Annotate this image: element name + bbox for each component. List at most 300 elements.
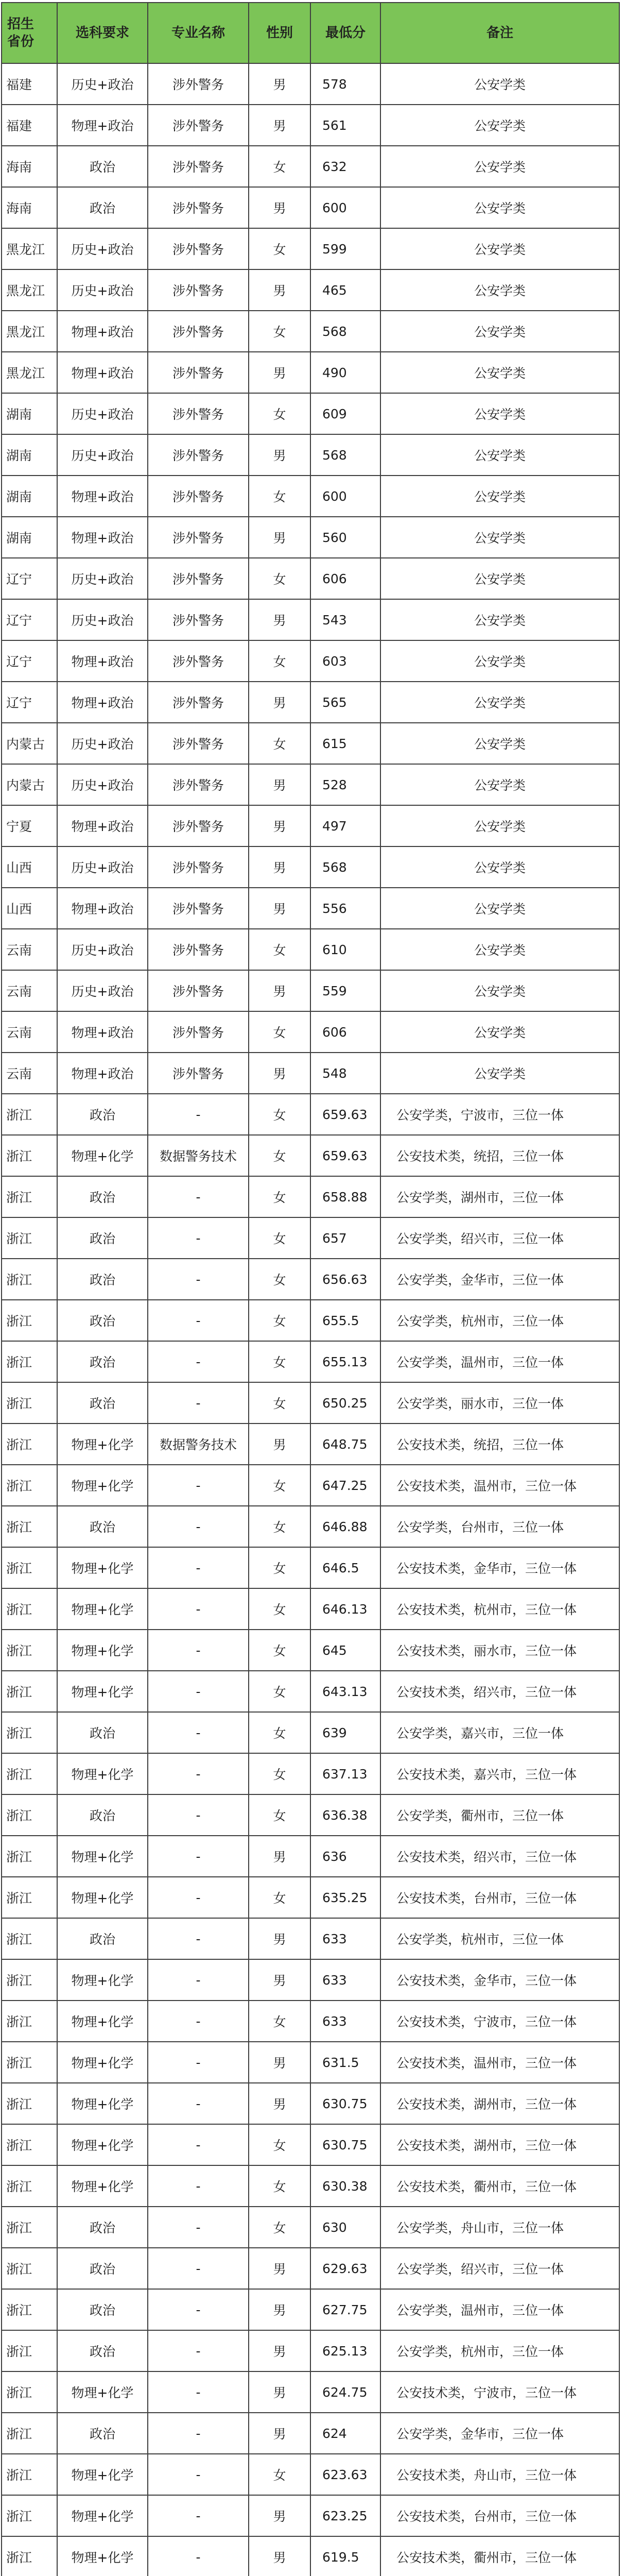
cell-major: - <box>148 2454 249 2495</box>
table-row <box>2 1588 619 1630</box>
cell-subjects: 政治 <box>57 1382 148 1423</box>
cell-gender: 女 <box>249 1671 310 1712</box>
cell-province: 浙江 <box>2 1836 57 1877</box>
cell-province: 湖南 <box>2 393 57 434</box>
table-row <box>2 2207 619 2248</box>
cell-province: 辽宁 <box>2 682 57 723</box>
table-row <box>2 2413 619 2454</box>
cell-major: - <box>148 2083 249 2124</box>
cell-gender: 男 <box>249 846 310 888</box>
cell-remarks: 公安技术类，金华市，三位一体 <box>380 1959 619 2001</box>
cell-remarks: 公安学类，台州市，三位一体 <box>380 1506 619 1547</box>
cell-gender: 女 <box>249 228 310 269</box>
cell-gender: 男 <box>249 599 310 640</box>
header-gender: 性别 <box>249 3 310 63</box>
table-row <box>2 228 619 269</box>
cell-min-score: 556 <box>310 888 380 929</box>
cell-major: - <box>148 1630 249 1671</box>
header-remarks: 备注 <box>380 3 619 63</box>
cell-province: 辽宁 <box>2 558 57 599</box>
cell-subjects: 历史+政治 <box>57 599 148 640</box>
cell-subjects: 政治 <box>57 1918 148 1959</box>
cell-min-score: 600 <box>310 476 380 517</box>
cell-min-score: 490 <box>310 352 380 393</box>
cell-remarks: 公安学类 <box>380 723 619 764</box>
cell-remarks: 公安技术类，嘉兴市，三位一体 <box>380 1753 619 1794</box>
cell-province: 内蒙古 <box>2 764 57 805</box>
cell-min-score: 631.5 <box>310 2042 380 2083</box>
cell-remarks: 公安学类 <box>380 476 619 517</box>
table-row <box>2 1794 619 1836</box>
cell-province: 云南 <box>2 1011 57 1053</box>
cell-remarks: 公安技术类，台州市，三位一体 <box>380 1877 619 1918</box>
cell-remarks: 公安技术类，衢州市，三位一体 <box>380 2165 619 2207</box>
cell-remarks: 公安学类 <box>380 1053 619 1094</box>
cell-gender: 男 <box>249 1053 310 1094</box>
cell-min-score: 629.63 <box>310 2248 380 2289</box>
cell-gender: 男 <box>249 2495 310 2536</box>
table-row <box>2 805 619 846</box>
cell-major: - <box>148 1094 249 1135</box>
table-row <box>2 2289 619 2330</box>
cell-remarks: 公安学类 <box>380 434 619 476</box>
cell-province: 浙江 <box>2 2289 57 2330</box>
cell-gender: 女 <box>249 2207 310 2248</box>
cell-subjects: 政治 <box>57 1217 148 1259</box>
table-row <box>2 2001 619 2042</box>
cell-major: 涉外警务 <box>148 517 249 558</box>
cell-subjects: 历史+政治 <box>57 269 148 311</box>
cell-province: 浙江 <box>2 2042 57 2083</box>
cell-province: 湖南 <box>2 476 57 517</box>
cell-remarks: 公安技术类，衢州市，三位一体 <box>380 2536 619 2576</box>
cell-gender: 男 <box>249 269 310 311</box>
cell-gender: 女 <box>249 1877 310 1918</box>
header-province <box>2 3 57 63</box>
cell-gender: 女 <box>249 1011 310 1053</box>
cell-gender: 女 <box>249 1176 310 1217</box>
cell-min-score: 497 <box>310 805 380 846</box>
cell-remarks: 公安学类 <box>380 805 619 846</box>
cell-major: 涉外警务 <box>148 599 249 640</box>
cell-province: 浙江 <box>2 1094 57 1135</box>
cell-remarks: 公安学类，宁波市，三位一体 <box>380 1094 619 1135</box>
cell-major: 涉外警务 <box>148 805 249 846</box>
cell-gender: 女 <box>249 2001 310 2042</box>
cell-min-score: 646.5 <box>310 1547 380 1588</box>
cell-major: - <box>148 2124 249 2165</box>
cell-province: 黑龙江 <box>2 228 57 269</box>
cell-min-score: 560 <box>310 517 380 558</box>
cell-gender: 女 <box>249 1547 310 1588</box>
cell-remarks: 公安学类，杭州市，三位一体 <box>380 1300 619 1341</box>
cell-major: - <box>148 1712 249 1753</box>
cell-major: - <box>148 2330 249 2371</box>
cell-remarks: 公安学类，温州市，三位一体 <box>380 1341 619 1382</box>
cell-major: 涉外警务 <box>148 187 249 228</box>
cell-remarks: 公安学类 <box>380 187 619 228</box>
table-row <box>2 2165 619 2207</box>
cell-subjects: 物理+政治 <box>57 311 148 352</box>
table-row <box>2 846 619 888</box>
cell-subjects: 政治 <box>57 1506 148 1547</box>
cell-major: 涉外警务 <box>148 63 249 105</box>
table-row <box>2 640 619 682</box>
cell-subjects: 物理+政治 <box>57 640 148 682</box>
cell-min-score: 630.75 <box>310 2083 380 2124</box>
table-row <box>2 1011 619 1053</box>
table-row <box>2 105 619 146</box>
cell-remarks: 公安学类，绍兴市，三位一体 <box>380 2248 619 2289</box>
cell-gender: 女 <box>249 1465 310 1506</box>
table-row <box>2 1836 619 1877</box>
table-row <box>2 1630 619 1671</box>
cell-province: 浙江 <box>2 2371 57 2413</box>
cell-min-score: 647.25 <box>310 1465 380 1506</box>
table-row <box>2 1547 619 1588</box>
cell-min-score: 630.75 <box>310 2124 380 2165</box>
cell-major: 涉外警务 <box>148 311 249 352</box>
table-row <box>2 1877 619 1918</box>
cell-min-score: 632 <box>310 146 380 187</box>
cell-subjects: 物理+化学 <box>57 1423 148 1465</box>
cell-major: 涉外警务 <box>148 846 249 888</box>
cell-province: 云南 <box>2 970 57 1011</box>
cell-major: - <box>148 1341 249 1382</box>
cell-province: 浙江 <box>2 1877 57 1918</box>
cell-province: 山西 <box>2 846 57 888</box>
table-row <box>2 269 619 311</box>
cell-remarks: 公安学类 <box>380 846 619 888</box>
cell-gender: 女 <box>249 2165 310 2207</box>
cell-remarks: 公安学类，绍兴市，三位一体 <box>380 1217 619 1259</box>
cell-major: 涉外警务 <box>148 352 249 393</box>
cell-subjects: 物理+政治 <box>57 805 148 846</box>
cell-min-score: 659.63 <box>310 1094 380 1135</box>
cell-remarks: 公安学类 <box>380 970 619 1011</box>
cell-province: 浙江 <box>2 2454 57 2495</box>
header-province-line2: 省份 <box>7 34 34 49</box>
cell-province: 浙江 <box>2 1547 57 1588</box>
table-row <box>2 888 619 929</box>
cell-min-score: 543 <box>310 599 380 640</box>
cell-remarks: 公安技术类，丽水市，三位一体 <box>380 1630 619 1671</box>
cell-major: - <box>148 1836 249 1877</box>
cell-min-score: 619.5 <box>310 2536 380 2576</box>
cell-remarks: 公安学类 <box>380 146 619 187</box>
cell-major: - <box>148 1176 249 1217</box>
table-row <box>2 2248 619 2289</box>
cell-remarks: 公安技术类，舟山市，三位一体 <box>380 2454 619 2495</box>
cell-subjects: 物理+化学 <box>57 1547 148 1588</box>
cell-remarks: 公安学类 <box>380 599 619 640</box>
cell-major: 涉外警务 <box>148 888 249 929</box>
admission-score-table-container <box>1 0 619 2576</box>
cell-subjects: 政治 <box>57 2207 148 2248</box>
header-subjects: 选科要求 <box>57 3 148 63</box>
table-row <box>2 1259 619 1300</box>
cell-min-score: 559 <box>310 970 380 1011</box>
cell-gender: 女 <box>249 1135 310 1176</box>
cell-gender: 男 <box>249 2042 310 2083</box>
cell-province: 浙江 <box>2 1588 57 1630</box>
header-row <box>2 3 619 63</box>
table-row <box>2 1423 619 1465</box>
table-body <box>2 63 619 2576</box>
cell-province: 浙江 <box>2 1712 57 1753</box>
cell-gender: 女 <box>249 1630 310 1671</box>
cell-major: - <box>148 2207 249 2248</box>
cell-min-score: 630 <box>310 2207 380 2248</box>
cell-min-score: 633 <box>310 1959 380 2001</box>
table-row <box>2 2536 619 2576</box>
table-row <box>2 1135 619 1176</box>
table-row <box>2 2371 619 2413</box>
cell-subjects: 物理+化学 <box>57 1959 148 2001</box>
cell-subjects: 物理+政治 <box>57 476 148 517</box>
table-row <box>2 434 619 476</box>
cell-major: - <box>148 1918 249 1959</box>
cell-subjects: 物理+化学 <box>57 2042 148 2083</box>
cell-major: 涉外警务 <box>148 1011 249 1053</box>
cell-subjects: 政治 <box>57 2413 148 2454</box>
cell-subjects: 物理+化学 <box>57 1465 148 1506</box>
cell-subjects: 物理+政治 <box>57 1011 148 1053</box>
cell-min-score: 637.13 <box>310 1753 380 1794</box>
cell-major: - <box>148 2001 249 2042</box>
cell-min-score: 606 <box>310 1011 380 1053</box>
cell-subjects: 物理+政治 <box>57 352 148 393</box>
cell-min-score: 548 <box>310 1053 380 1094</box>
cell-subjects: 政治 <box>57 1712 148 1753</box>
cell-gender: 男 <box>249 434 310 476</box>
cell-subjects: 物理+化学 <box>57 2371 148 2413</box>
cell-major: - <box>148 2165 249 2207</box>
cell-subjects: 历史+政治 <box>57 846 148 888</box>
cell-gender: 女 <box>249 1094 310 1135</box>
cell-major: - <box>148 2495 249 2536</box>
cell-min-score: 610 <box>310 929 380 970</box>
table-row <box>2 146 619 187</box>
cell-province: 浙江 <box>2 1176 57 1217</box>
cell-gender: 男 <box>249 2413 310 2454</box>
cell-gender: 女 <box>249 1259 310 1300</box>
cell-major: 涉外警务 <box>148 640 249 682</box>
cell-subjects: 政治 <box>57 2248 148 2289</box>
cell-remarks: 公安学类 <box>380 63 619 105</box>
table-row <box>2 311 619 352</box>
cell-subjects: 物理+化学 <box>57 2165 148 2207</box>
cell-min-score: 646.13 <box>310 1588 380 1630</box>
table-row <box>2 352 619 393</box>
cell-province: 浙江 <box>2 2330 57 2371</box>
cell-remarks: 公安技术类，湖州市，三位一体 <box>380 2083 619 2124</box>
cell-subjects: 物理+化学 <box>57 2083 148 2124</box>
cell-gender: 男 <box>249 682 310 723</box>
cell-gender: 男 <box>249 1918 310 1959</box>
cell-major: 涉外警务 <box>148 105 249 146</box>
cell-major: 涉外警务 <box>148 764 249 805</box>
cell-subjects: 历史+政治 <box>57 434 148 476</box>
cell-gender: 女 <box>249 2454 310 2495</box>
cell-major: 涉外警务 <box>148 723 249 764</box>
cell-subjects: 物理+化学 <box>57 1630 148 1671</box>
cell-gender: 男 <box>249 970 310 1011</box>
cell-gender: 女 <box>249 929 310 970</box>
cell-min-score: 565 <box>310 682 380 723</box>
cell-subjects: 物理+化学 <box>57 1135 148 1176</box>
cell-remarks: 公安学类 <box>380 929 619 970</box>
cell-province: 浙江 <box>2 1671 57 1712</box>
table-row <box>2 1382 619 1423</box>
cell-min-score: 643.13 <box>310 1671 380 1712</box>
cell-remarks: 公安学类 <box>380 517 619 558</box>
cell-remarks: 公安技术类，湖州市，三位一体 <box>380 2124 619 2165</box>
cell-remarks: 公安学类 <box>380 269 619 311</box>
cell-gender: 男 <box>249 105 310 146</box>
cell-remarks: 公安技术类，温州市，三位一体 <box>380 2042 619 2083</box>
cell-gender: 女 <box>249 311 310 352</box>
table-row <box>2 764 619 805</box>
cell-min-score: 624.75 <box>310 2371 380 2413</box>
header-major: 专业名称 <box>148 3 249 63</box>
cell-province: 浙江 <box>2 2413 57 2454</box>
cell-major: - <box>148 1959 249 2001</box>
cell-min-score: 655.5 <box>310 1300 380 1341</box>
cell-min-score: 658.88 <box>310 1176 380 1217</box>
cell-province: 浙江 <box>2 1300 57 1341</box>
cell-major: - <box>148 1671 249 1712</box>
cell-remarks: 公安学类，湖州市，三位一体 <box>380 1176 619 1217</box>
cell-min-score: 465 <box>310 269 380 311</box>
cell-gender: 男 <box>249 63 310 105</box>
cell-subjects: 物理+化学 <box>57 2001 148 2042</box>
table-row <box>2 1753 619 1794</box>
cell-gender: 女 <box>249 1712 310 1753</box>
cell-gender: 女 <box>249 558 310 599</box>
cell-remarks: 公安学类 <box>380 1011 619 1053</box>
cell-subjects: 物理+化学 <box>57 2454 148 2495</box>
cell-province: 黑龙江 <box>2 311 57 352</box>
cell-subjects: 政治 <box>57 1794 148 1836</box>
table-row <box>2 2124 619 2165</box>
table-row <box>2 2042 619 2083</box>
cell-province: 浙江 <box>2 2207 57 2248</box>
cell-province: 浙江 <box>2 1341 57 1382</box>
cell-subjects: 物理+化学 <box>57 1877 148 1918</box>
cell-province: 云南 <box>2 929 57 970</box>
cell-major: - <box>148 2248 249 2289</box>
cell-province: 湖南 <box>2 517 57 558</box>
table-row <box>2 476 619 517</box>
cell-subjects: 物理+政治 <box>57 888 148 929</box>
cell-min-score: 635.25 <box>310 1877 380 1918</box>
cell-province: 云南 <box>2 1053 57 1094</box>
cell-gender: 女 <box>249 393 310 434</box>
table-row <box>2 1176 619 1217</box>
cell-min-score: 636.38 <box>310 1794 380 1836</box>
cell-subjects: 物理+化学 <box>57 1588 148 1630</box>
cell-min-score: 600 <box>310 187 380 228</box>
table-row <box>2 723 619 764</box>
cell-subjects: 物理+化学 <box>57 2536 148 2576</box>
cell-min-score: 599 <box>310 228 380 269</box>
cell-gender: 女 <box>249 1506 310 1547</box>
cell-subjects: 政治 <box>57 1094 148 1135</box>
cell-major: - <box>148 2413 249 2454</box>
cell-province: 浙江 <box>2 1217 57 1259</box>
cell-subjects: 物理+政治 <box>57 1053 148 1094</box>
cell-province: 浙江 <box>2 2165 57 2207</box>
cell-remarks: 公安技术类，温州市，三位一体 <box>380 1465 619 1506</box>
table-row <box>2 1506 619 1547</box>
admission-score-table <box>1 2 620 2576</box>
cell-remarks: 公安学类，丽水市，三位一体 <box>380 1382 619 1423</box>
cell-major: - <box>148 1300 249 1341</box>
cell-min-score: 645 <box>310 1630 380 1671</box>
cell-major: - <box>148 1506 249 1547</box>
header-province-line1: 招生 <box>7 16 34 32</box>
cell-remarks: 公安学类，衢州市，三位一体 <box>380 1794 619 1836</box>
cell-major: 涉外警务 <box>148 558 249 599</box>
cell-subjects: 政治 <box>57 187 148 228</box>
table-row <box>2 599 619 640</box>
cell-province: 浙江 <box>2 2495 57 2536</box>
cell-min-score: 659.63 <box>310 1135 380 1176</box>
cell-remarks: 公安学类 <box>380 228 619 269</box>
cell-province: 浙江 <box>2 2001 57 2042</box>
cell-subjects: 政治 <box>57 1259 148 1300</box>
table-row <box>2 2083 619 2124</box>
cell-subjects: 物理+政治 <box>57 517 148 558</box>
cell-subjects: 历史+政治 <box>57 723 148 764</box>
table-row <box>2 1094 619 1135</box>
cell-province: 浙江 <box>2 1753 57 1794</box>
cell-major: 涉外警务 <box>148 434 249 476</box>
cell-gender: 男 <box>249 1836 310 1877</box>
cell-min-score: 625.13 <box>310 2330 380 2371</box>
cell-province: 黑龙江 <box>2 352 57 393</box>
cell-remarks: 公安学类，杭州市，三位一体 <box>380 2330 619 2371</box>
cell-province: 内蒙古 <box>2 723 57 764</box>
cell-major: 涉外警务 <box>148 1053 249 1094</box>
cell-gender: 女 <box>249 1588 310 1630</box>
cell-min-score: 650.25 <box>310 1382 380 1423</box>
cell-major: - <box>148 1753 249 1794</box>
cell-subjects: 政治 <box>57 2289 148 2330</box>
cell-subjects: 物理+化学 <box>57 2124 148 2165</box>
cell-major: 涉外警务 <box>148 970 249 1011</box>
cell-min-score: 633 <box>310 1918 380 1959</box>
cell-province: 浙江 <box>2 2083 57 2124</box>
cell-min-score: 656.63 <box>310 1259 380 1300</box>
cell-min-score: 624 <box>310 2413 380 2454</box>
cell-major: 数据警务技术 <box>148 1135 249 1176</box>
cell-remarks: 公安技术类，宁波市，三位一体 <box>380 2001 619 2042</box>
cell-remarks: 公安学类，金华市，三位一体 <box>380 1259 619 1300</box>
cell-subjects: 历史+政治 <box>57 63 148 105</box>
cell-gender: 男 <box>249 1959 310 2001</box>
cell-major: - <box>148 1259 249 1300</box>
cell-province: 黑龙江 <box>2 269 57 311</box>
cell-gender: 男 <box>249 2083 310 2124</box>
cell-min-score: 633 <box>310 2001 380 2042</box>
cell-province: 浙江 <box>2 1135 57 1176</box>
cell-remarks: 公安技术类，统招，三位一体 <box>380 1135 619 1176</box>
table-row <box>2 1053 619 1094</box>
cell-province: 浙江 <box>2 1382 57 1423</box>
cell-gender: 女 <box>249 146 310 187</box>
